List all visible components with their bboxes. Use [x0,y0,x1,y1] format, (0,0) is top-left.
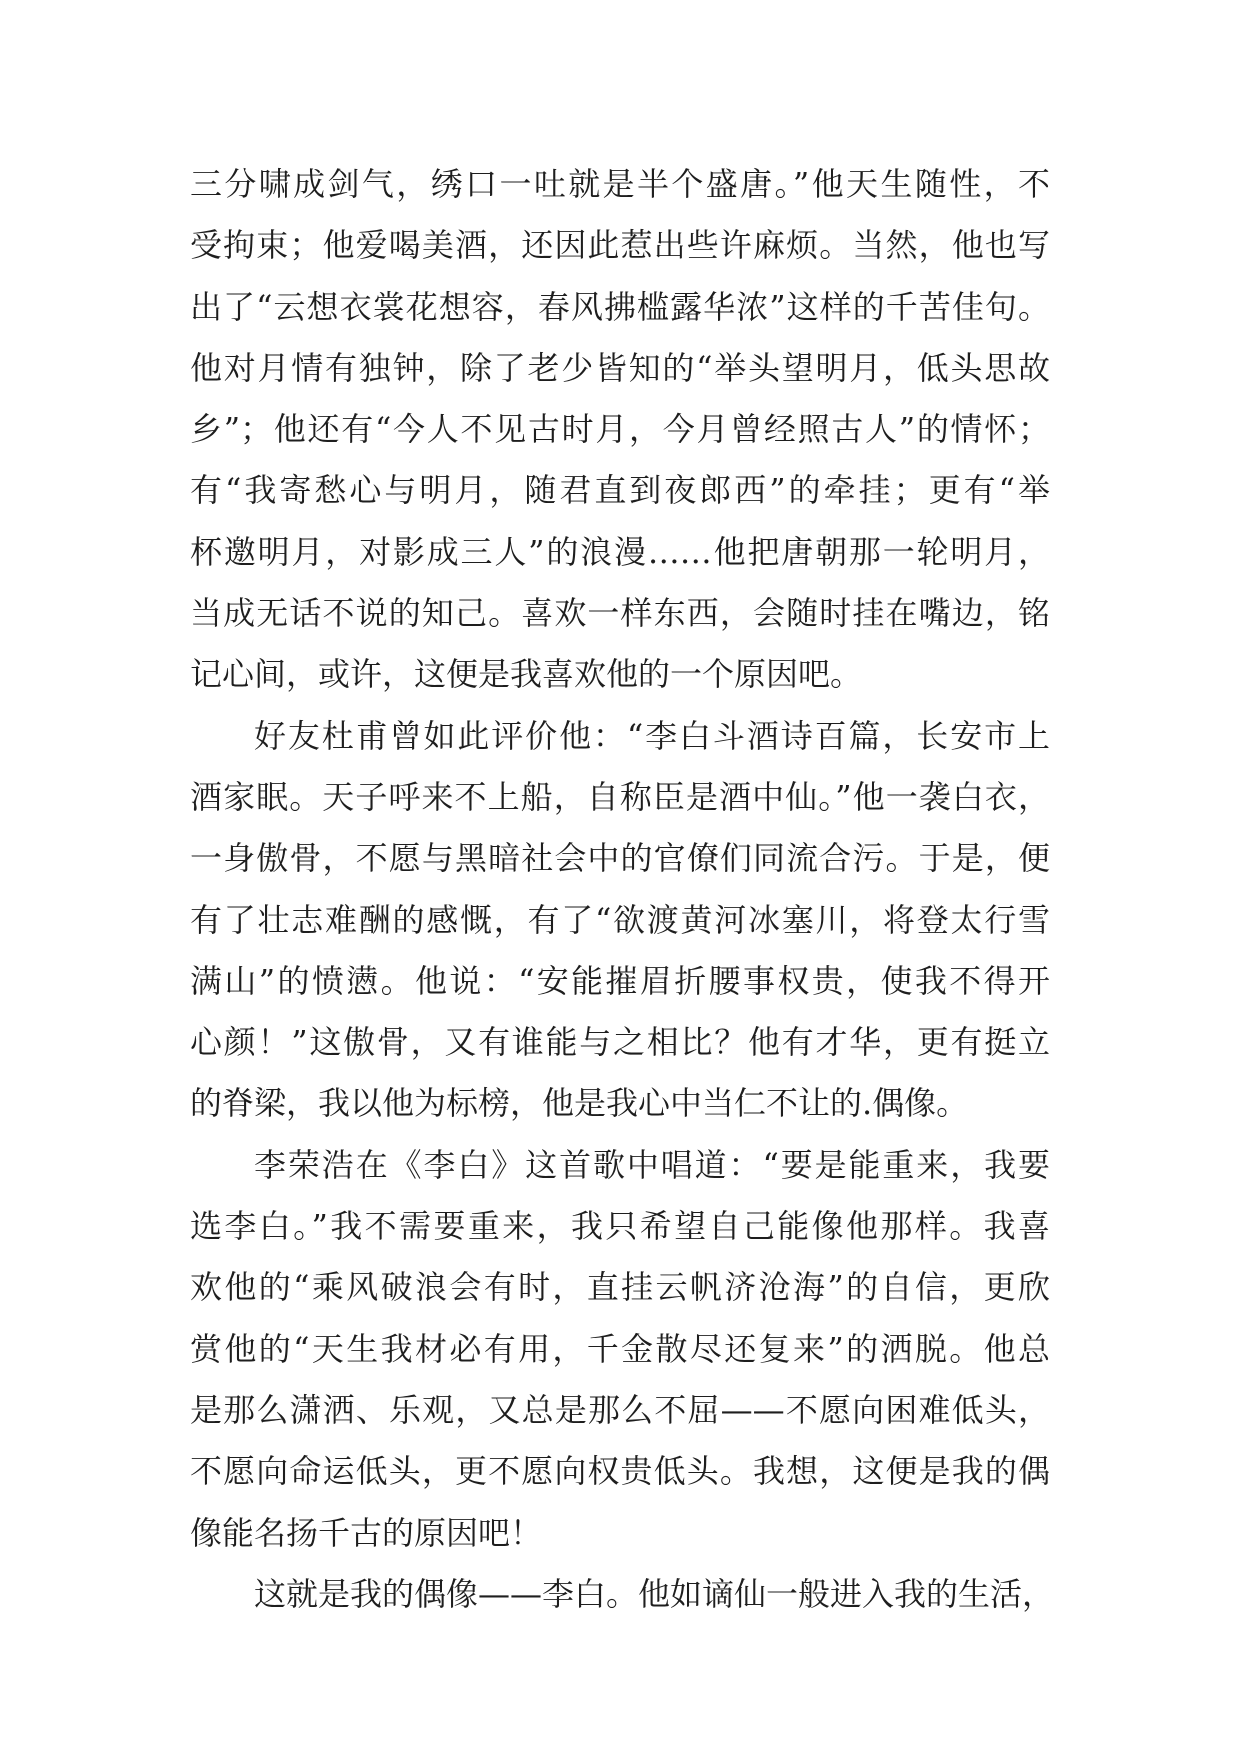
text-line: 酒家眠。天子呼来不上船，自称臣是酒中仙。”他一袭白衣， [190,777,1050,816]
text-line: 欢他的“乘风破浪会有时，直挂云帆济沧海”的自信，更欣 [190,1268,1050,1307]
text-line: 这就是我的偶像——李白。他如谪仙一般进入我的生活， [254,1574,1055,1613]
text-line: 的脊梁，我以他为标榜，他是我心中当仁不让的.偶像。 [190,1084,969,1123]
text-line: 心颜！”这傲骨，又有谁能与之相比？他有才华，更有挺立 [190,1023,1050,1062]
text-line: 好友杜甫曾如此评价他：“李白斗酒诗百篇，长安市上 [254,716,1050,755]
text-line: 是那么潇洒、乐观，又总是那么不屈——不愿向困难低头， [190,1390,1050,1429]
paragraph-4 [190,1564,1055,1625]
essay-body [190,154,1055,1625]
text-line: 选李白。”我不需要重来，我只希望自己能像他那样。我喜 [190,1207,1050,1246]
text-line: 李荣浩在《李白》这首歌中唱道：“要是能重来，我要 [254,1145,1050,1184]
text-line: 记心间，或许，这便是我喜欢他的一个原因吧。 [190,655,863,694]
text-line: 满山”的愤懑。他说：“安能摧眉折腰事权贵，使我不得开 [190,961,1050,1000]
paragraph-1 [190,154,1050,706]
text-line: 乡”；他还有“今人不见古时月，今月曾经照古人”的情怀； [190,410,1050,449]
text-line: 杯邀明月，对影成三人”的浪漫……他把唐朝那一轮明月， [190,532,1050,571]
text-line: 不愿向命运低头，更不愿向权贵低头。我想，这便是我的偶 [190,1452,1050,1491]
text-line: 当成无话不说的知己。喜欢一样东西，会随时挂在嘴边，铭 [190,594,1050,633]
text-line: 有“我寄愁心与明月，随君直到夜郎西”的牵挂；更有“举 [190,471,1050,510]
text-line: 有了壮志难酬的感慨，有了“欲渡黄河冰塞川，将登太行雪 [190,900,1050,939]
text-line: 出了“云想衣裳花想容，春风拂槛露华浓”这样的千苦佳句。 [190,287,1050,326]
text-line: 三分啸成剑气，绣口一吐就是半个盛唐。”他天生随性，不 [190,165,1050,203]
text-line: 像能名扬千古的原因吧！ [190,1513,543,1552]
text-line: 赏他的“天生我材必有用，千金散尽还复来”的洒脱。他总 [190,1329,1050,1368]
paragraph-2 [190,706,1050,1135]
text-line: 他对月情有独钟，除了老少皆知的“举头望明月，低头思故 [190,348,1050,387]
text-line: 一身傲骨，不愿与黑暗社会中的官僚们同流合污。于是，便 [190,839,1050,878]
paragraph-3 [190,1135,1050,1564]
text-line: 受拘束；他爱喝美酒，还因此惹出些许麻烦。当然，他也写 [190,226,1050,265]
